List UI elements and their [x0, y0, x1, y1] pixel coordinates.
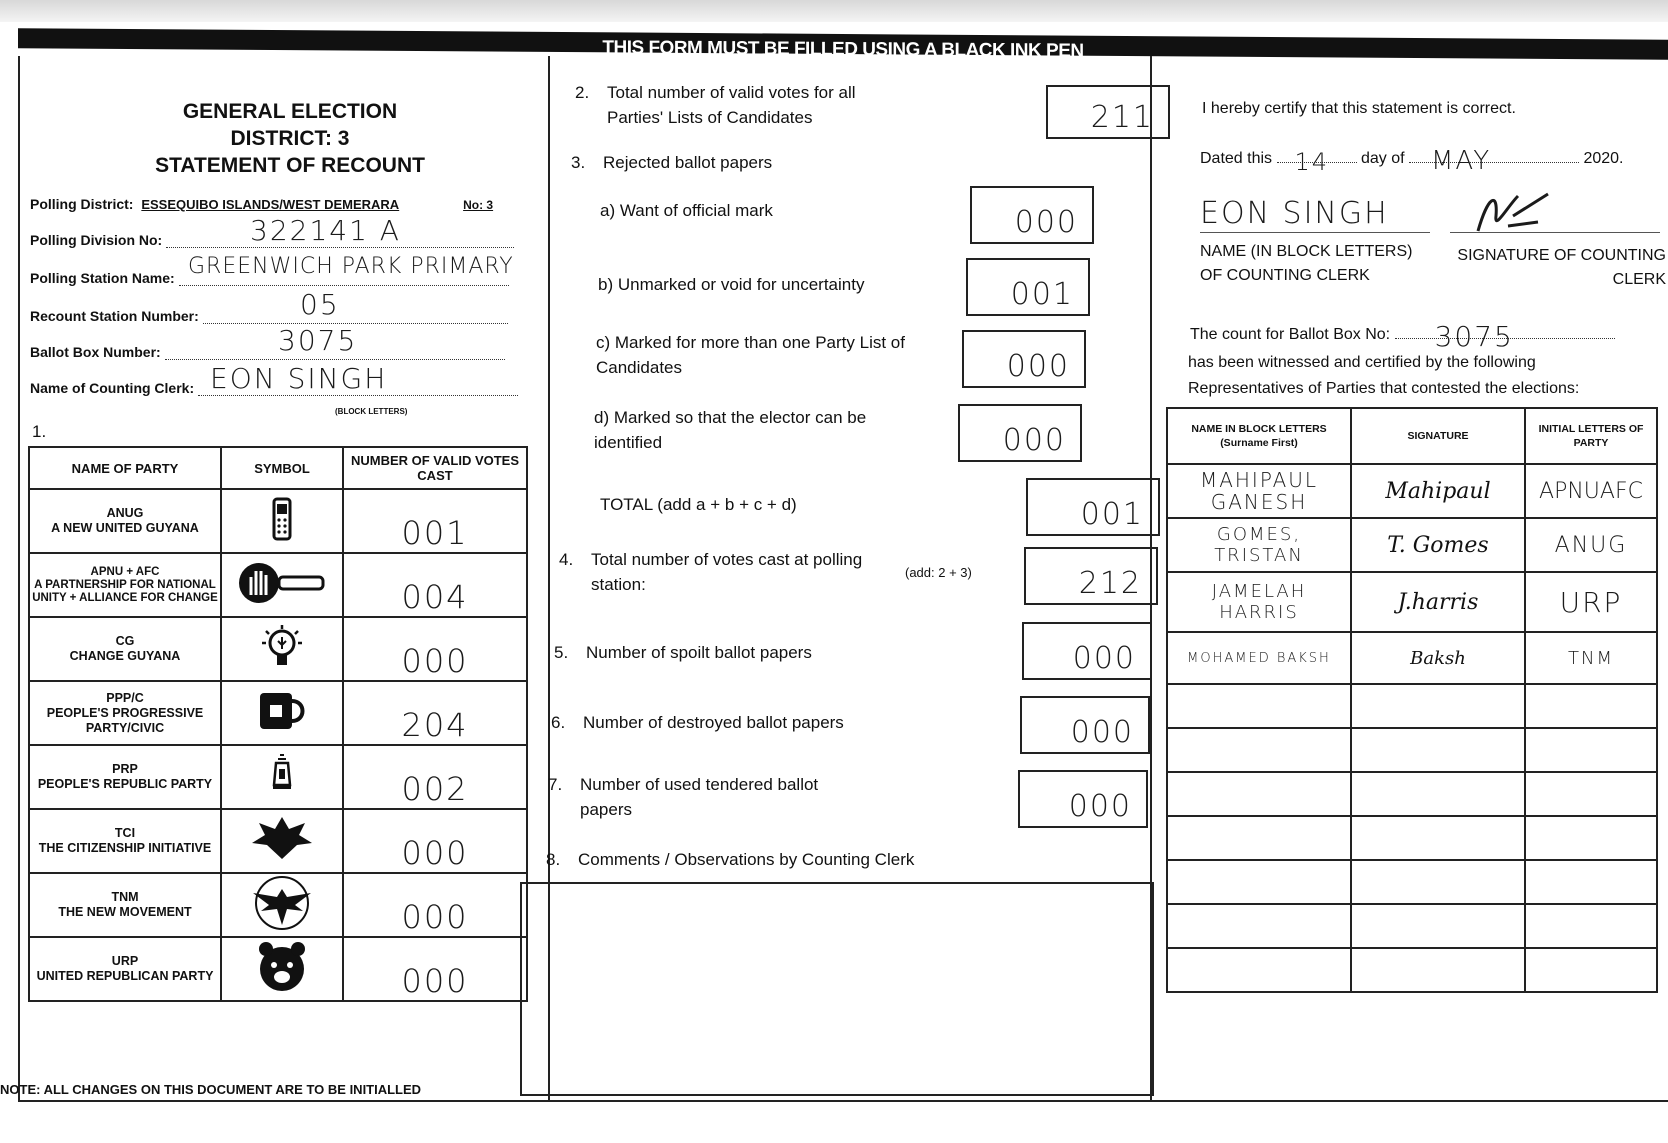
- item-3c-value: 000: [1006, 349, 1070, 384]
- name-label-1: NAME (IN BLOCK LETTERS): [1200, 243, 1413, 260]
- polling-station-field: [30, 254, 514, 286]
- comments-box: [520, 882, 1154, 1096]
- item-3a-text: a) Want of official mark: [600, 201, 773, 220]
- party-votes: 004: [343, 553, 527, 617]
- item-7: [548, 772, 870, 822]
- form-banner: THIS FORM MUST BE FILLED USING A BLACK INK PEN: [18, 28, 1668, 60]
- table-row: [1167, 860, 1657, 904]
- polling-district-label: Polling District:: [30, 196, 134, 212]
- title-line-3: STATEMENT OF RECOUNT: [155, 154, 425, 177]
- witness-line-2: Representatives of Parties that contested the elections:: [1188, 380, 1580, 397]
- polling-division-field: [30, 214, 514, 248]
- table-row: [29, 553, 527, 617]
- item-5-value: 000: [1072, 641, 1136, 676]
- party-votes: 002: [343, 745, 527, 809]
- eagle-icon: [247, 875, 317, 931]
- table-row: [1167, 904, 1657, 948]
- counting-clerk-field: [30, 362, 518, 396]
- polling-division-value: 322141 A: [250, 214, 401, 247]
- table-row: [29, 745, 527, 809]
- item-3d-value: 000: [1002, 423, 1066, 458]
- ballot-box-label: Ballot Box Number:: [30, 344, 161, 360]
- rep-name: [1167, 948, 1351, 992]
- item-3c-text: c) Marked for more than one Party List of Candidates: [596, 333, 905, 377]
- rep-party: ANUG: [1525, 518, 1657, 572]
- cup-icon: [254, 687, 310, 735]
- header-rep-signature: SIGNATURE: [1351, 408, 1525, 464]
- item-4-box: [1024, 547, 1158, 605]
- table-row: [1167, 632, 1657, 684]
- item-5-box: [1022, 622, 1152, 680]
- item-3a-box: [970, 186, 1094, 244]
- table-row: [1167, 684, 1657, 728]
- party-name: URP UNITED REPUBLICAN PARTY: [29, 937, 221, 1001]
- recount-station-label: Recount Station Number:: [30, 308, 199, 324]
- item-6-text: Number of destroyed ballot papers: [583, 713, 844, 732]
- rejected-total-box: [1026, 478, 1160, 536]
- item-3-text: Rejected ballot papers: [603, 153, 773, 172]
- dated-day-of: day of: [1360, 150, 1405, 167]
- form-border-left: [18, 56, 20, 1101]
- rep-signature: [1351, 948, 1525, 992]
- counting-clerk-label: Name of Counting Clerk:: [30, 380, 195, 396]
- dated-year: 2020.: [1583, 150, 1624, 167]
- polling-district-value: ESSEQUIBO ISLANDS/WEST DEMERARA: [141, 197, 400, 212]
- item-5: [554, 640, 906, 665]
- item-2-text: Total number of valid votes for all Parties' Lists of Candidates: [607, 83, 856, 127]
- item-4-text: Total number of votes cast at polling station:: [591, 550, 863, 594]
- recount-station-value: 05: [300, 288, 340, 321]
- rep-party: [1525, 816, 1657, 860]
- item-7-box: [1018, 770, 1148, 828]
- party-votes: 000: [343, 617, 527, 681]
- rep-name: JAMELAH HARRIS: [1167, 572, 1351, 632]
- rep-party: [1525, 904, 1657, 948]
- form-border-bottom: [18, 1100, 1668, 1102]
- name-label-2: OF COUNTING CLERK: [1200, 267, 1370, 284]
- party-name: PRP PEOPLE'S REPUBLIC PARTY: [29, 745, 221, 809]
- rep-party: [1525, 684, 1657, 728]
- party-name: ANUG A NEW UNITED GUYANA: [29, 489, 221, 553]
- rep-signature: Mahipaul: [1351, 464, 1525, 518]
- rep-name: MOHAMED BAKSH: [1167, 632, 1351, 684]
- item-3b-text: b) Unmarked or void for uncertainty: [598, 275, 865, 294]
- rep-party: APNUAFC: [1525, 464, 1657, 518]
- item-7-text: Number of used tendered ballot papers: [580, 775, 819, 819]
- table-row: [1167, 816, 1657, 860]
- party-votes-table: [28, 446, 528, 1002]
- ballot-box-value: 3075: [278, 324, 358, 357]
- party-votes: 000: [343, 809, 527, 873]
- dated-day: 14: [1294, 148, 1330, 176]
- rep-name: [1167, 772, 1351, 816]
- rep-signature: J.harris: [1351, 572, 1525, 632]
- item-6-box: [1020, 696, 1150, 754]
- table-row: [29, 617, 527, 681]
- signature-label-1: SIGNATURE OF COUNTING: [1457, 247, 1666, 264]
- rep-party: URP: [1525, 572, 1657, 632]
- header-rep-party: INITIAL LETTERS OF PARTY: [1525, 408, 1657, 464]
- party-symbol-cell: [221, 617, 343, 681]
- item-3-number: 3.: [571, 153, 586, 172]
- item-3c-box: [962, 330, 1086, 388]
- item-3d-text: d) Marked so that the elector can be identified: [594, 408, 867, 452]
- party-symbol-cell: [221, 873, 343, 937]
- signature-label-2: CLERK: [1612, 271, 1666, 288]
- clerk-signature-icon: [1468, 186, 1558, 236]
- hand-key-icon: [237, 559, 327, 607]
- party-symbol-cell: [221, 745, 343, 809]
- rep-party: [1525, 860, 1657, 904]
- item-2: [575, 80, 907, 130]
- party-symbol-cell: [221, 681, 343, 745]
- leaves-icon: [247, 815, 317, 863]
- item-3d-box: [958, 404, 1082, 462]
- item-8: [546, 847, 1078, 872]
- item-5-number: 5.: [554, 643, 569, 662]
- party-symbol-cell: [221, 489, 343, 553]
- rep-name: [1167, 904, 1351, 948]
- witness-line-1: has been witnessed and certified by the following: [1188, 354, 1536, 371]
- bear-icon: [254, 939, 310, 995]
- item-3a: [600, 198, 930, 223]
- title-line-2: DISTRICT: 3: [230, 127, 350, 150]
- table-row: [1167, 772, 1657, 816]
- signature-label: [1456, 244, 1666, 292]
- rep-signature: [1351, 860, 1525, 904]
- table-row: [1167, 948, 1657, 992]
- lantern-icon: [258, 751, 306, 799]
- table-row: [29, 873, 527, 937]
- title-line-1: GENERAL ELECTION: [182, 100, 398, 123]
- item-6-number: 6.: [551, 713, 566, 732]
- valid-votes-value: 211: [1090, 100, 1154, 135]
- header-symbol: SYMBOL: [221, 447, 343, 489]
- polling-station-label: Polling Station Name:: [30, 270, 175, 286]
- table-row: [29, 937, 527, 1001]
- clerk-name-written: EON SINGH: [1200, 196, 1389, 231]
- count-line: [1190, 320, 1615, 353]
- recount-station-field: [30, 288, 508, 324]
- district-number: No: 3: [463, 198, 494, 212]
- item-6: [551, 710, 903, 735]
- party-symbol-cell: [221, 937, 343, 1001]
- form-title: [120, 98, 460, 179]
- party-name: APNU + AFC A PARTNERSHIP FOR NATIONAL UNITY + ALLIANCE FOR CHANGE: [29, 553, 221, 617]
- clerk-name-rule: [1200, 232, 1430, 233]
- rep-name: GOMES, TRISTAN: [1167, 518, 1351, 572]
- item-4-number: 4.: [559, 550, 574, 569]
- party-symbol-cell: [221, 553, 343, 617]
- lightbulb-icon: [258, 623, 306, 671]
- valid-votes-box: [1046, 85, 1170, 139]
- party-votes: 204: [343, 681, 527, 745]
- header-votes: NUMBER OF VALID VOTES CAST: [343, 447, 527, 489]
- clerk-signature-rule: [1450, 232, 1660, 233]
- item-2-number: 2.: [575, 83, 590, 102]
- item-6-value: 000: [1070, 715, 1134, 750]
- cellphone-icon: [258, 495, 306, 543]
- item-7-number: 7.: [548, 775, 563, 794]
- item-7-value: 000: [1068, 789, 1132, 824]
- rep-name: [1167, 728, 1351, 772]
- rejected-total-value: 001: [1080, 497, 1144, 532]
- party-name: PPP/C PEOPLE'S PROGRESSIVE PARTY/CIVIC: [29, 681, 221, 745]
- scan-edge: [0, 0, 1668, 22]
- rep-signature: [1351, 816, 1525, 860]
- name-label: [1200, 240, 1412, 288]
- item-3: [571, 150, 903, 175]
- certify-statement: I hereby certify that this statement is correct.: [1202, 100, 1516, 117]
- item-5-text: Number of spoilt ballot papers: [586, 643, 812, 662]
- table-row: [1167, 728, 1657, 772]
- rep-name: [1167, 684, 1351, 728]
- section-1-number: 1.: [32, 422, 47, 441]
- rejected-total: [600, 492, 900, 517]
- party-name: TNM THE NEW MOVEMENT: [29, 873, 221, 937]
- party-name: TCI THE CITIZENSHIP INITIATIVE: [29, 809, 221, 873]
- table-row: [1167, 572, 1657, 632]
- header-rep-name: NAME IN BLOCK LETTERS (Surname First): [1167, 408, 1351, 464]
- table-row: [29, 681, 527, 745]
- counting-clerk-value: EON SINGH: [210, 362, 388, 395]
- rejected-total-text: TOTAL (add a + b + c + d): [600, 495, 797, 514]
- polling-district-field: [30, 196, 493, 212]
- item-4-add-note: (add: 2 + 3): [905, 565, 972, 580]
- table-row: [1167, 518, 1657, 572]
- table-row: [1167, 464, 1657, 518]
- polling-station-value: GREENWICH PARK PRIMARY: [188, 254, 514, 279]
- rep-party: [1525, 728, 1657, 772]
- polling-division-label: Polling Division No:: [30, 232, 163, 248]
- rep-name: [1167, 816, 1351, 860]
- rep-name: [1167, 860, 1351, 904]
- item-3b-value: 001: [1010, 277, 1074, 312]
- item-3c: [596, 330, 936, 380]
- rep-signature: Baksh: [1351, 632, 1525, 684]
- rep-signature: [1351, 684, 1525, 728]
- block-letters-note: (BLOCK LETTERS): [335, 407, 408, 416]
- rep-signature: T. Gomes: [1351, 518, 1525, 572]
- party-votes: 000: [343, 937, 527, 1001]
- item-3d: [594, 405, 914, 455]
- count-box-number: 3075: [1434, 320, 1514, 353]
- header-party-name: NAME OF PARTY: [29, 447, 221, 489]
- item-3b: [598, 272, 928, 297]
- dated-line: [1200, 146, 1624, 176]
- item-8-text: Comments / Observations by Counting Clerk: [578, 850, 915, 869]
- party-symbol-cell: [221, 809, 343, 873]
- initial-changes-note: NOTE: ALL CHANGES ON THIS DOCUMENT ARE TO BE INITIALLED: [0, 1082, 422, 1097]
- table-row: [29, 489, 527, 553]
- dated-month: MAY: [1431, 146, 1492, 176]
- item-3b-box: [966, 258, 1090, 316]
- rep-signature: [1351, 772, 1525, 816]
- item-3a-value: 000: [1014, 205, 1078, 240]
- party-votes: 001: [343, 489, 527, 553]
- rep-party: [1525, 772, 1657, 816]
- dated-prefix: Dated this: [1200, 150, 1273, 167]
- item-4: [559, 547, 891, 597]
- party-votes: 000: [343, 873, 527, 937]
- count-prefix: The count for Ballot Box No:: [1190, 326, 1391, 343]
- rep-signature: [1351, 904, 1525, 948]
- item-4-value: 212: [1078, 566, 1142, 601]
- rep-party: [1525, 948, 1657, 992]
- rep-name: MAHIPAUL GANESH: [1167, 464, 1351, 518]
- ballot-box-field: [30, 324, 505, 360]
- representatives-table: [1166, 407, 1658, 993]
- rep-party: TNM: [1525, 632, 1657, 684]
- party-name: CG CHANGE GUYANA: [29, 617, 221, 681]
- table-row: [29, 809, 527, 873]
- item-8-number: 8.: [546, 850, 561, 869]
- rep-signature: [1351, 728, 1525, 772]
